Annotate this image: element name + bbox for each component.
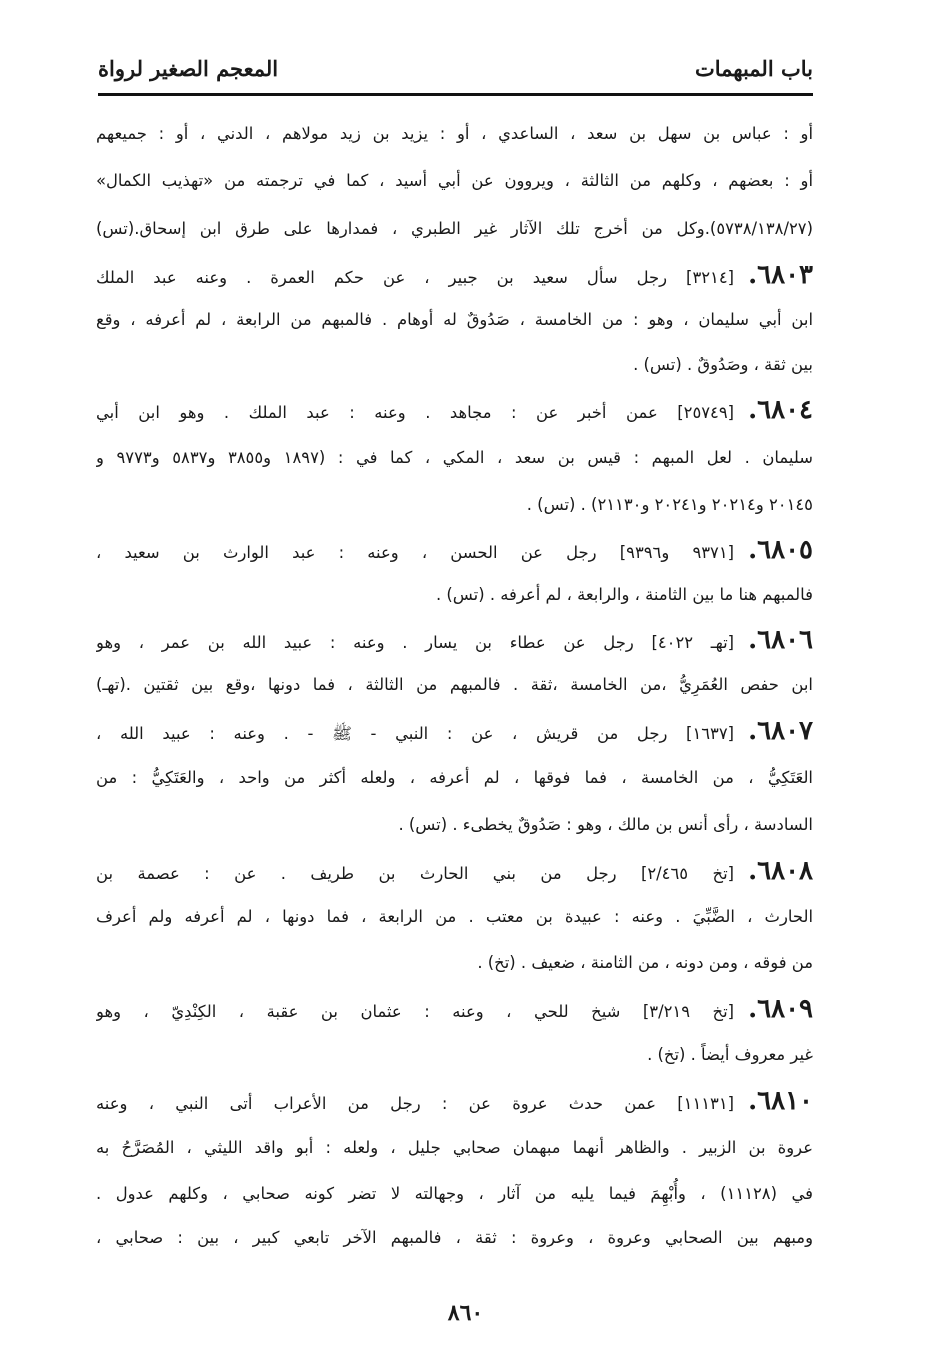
entry-first-line xyxy=(96,618,813,662)
text-line: سليمان . لعل المبهم : قيس بن سعد ، المكي ، كما في : (١٨٩٧ و٣٨٥٥ و٥٨٣٧ و٩٧٧٣ و xyxy=(96,448,813,467)
text-line: أو : بعضهم ، وكلهم من الثالثة ، ويروون عن أبي أسيد ، كما في ترجمته من «تهذيب الكمال» xyxy=(96,171,813,190)
entry-text: [٣٢١٤] رجل سأل سعيد بن جبير ، عن حكم العمرة . وعنه عبد الملك xyxy=(96,268,735,287)
entry-text: [تهـ ٤٠٢٢] رجل عن عطاء بن يسار . وعنه : عبيد الله بن عمر ، وهو xyxy=(96,633,735,652)
intro-paragraph xyxy=(96,112,813,253)
entry-text: [١١١٣١] عمن حدث عروة عن : رجل من الأعراب أتى النبي ، وعنه xyxy=(96,1094,735,1113)
entry-first-line xyxy=(96,1078,813,1124)
text-line: (٥٧٣٨/١٣٨/٢٧).وكل من أخرج تلك الآثار غير الطبري ، فمدارها على طرق ابن إسحاق.(تس) xyxy=(96,219,813,238)
page-body xyxy=(96,112,813,1258)
entry-number: ٦٨٠٥. xyxy=(748,535,813,565)
entry-text: [٩٣٧١ و٩٣٩٦] رجل عن الحسن ، وعنه : عبد الوارث بن سعيد ، xyxy=(96,543,735,562)
text-line: العَتَكِيُّ ، من الخامسة ، فما فوقها ، لم أعرفه ، ولعله أكثر من واحد ، والعَتَكِيُّ : من xyxy=(96,768,813,787)
entry-6810 xyxy=(96,1078,813,1258)
header-divider xyxy=(98,93,813,96)
text-line: ابن حفص العُمَرِيُّ ،من الخامسة ،ثقة . فالمبهم من الثالثة ، فما دونها ،وقع بين ثقتين .(تهـ) xyxy=(96,675,813,694)
entry-first-line xyxy=(96,708,813,754)
text-line: بين ثقة ، وصَدُوقٌ . (تس) . xyxy=(633,355,813,374)
text-line: عروة بن الزبير . والظاهر أنهما مبهمان صحابي جليل ، ولعله : أبو واقد الليثي ، المُصَرَّحُ به xyxy=(96,1138,813,1157)
entry-number: ٦٨٠٧. xyxy=(748,716,813,746)
entry-text: [١٦٣٧] رجل من قريش ، عن : النبي - ﷺ - . وعنه : عبيد الله ، xyxy=(96,724,735,743)
entry-text: [٢٥٧٤٩] عمن أخبر عن : مجاهد . وعنه : عبد الملك . وهو ابن أبي xyxy=(96,403,735,422)
book-title: المعجم الصغير لرواة xyxy=(98,56,279,81)
entry-6809 xyxy=(96,986,813,1078)
entry-first-line xyxy=(96,387,813,434)
entry-text: [تخ ٢/٤٦٥] رجل من بني الحارث بن طريف . عن : عصمة بن xyxy=(96,864,735,883)
text-line: غير معروف أيضاً . (تخ) . xyxy=(647,1045,813,1064)
entry-6805 xyxy=(96,528,813,618)
page-number: ٨٦٠ xyxy=(447,1300,484,1326)
text-line: ومبهم بين الصحابي وعروة ، وعروة : ثقة ، فالمبهم الآخر تابعي كبير ، بين : صحابي ، xyxy=(96,1228,813,1247)
text-line: ابن أبي سليمان ، وهو : من الخامسة ، صَدُوقٌ له أوهام . فالمبهم من الرابعة ، لم أعرفه ، وقع xyxy=(96,310,813,329)
entry-number: ٦٨٠٨. xyxy=(748,856,813,886)
entry-number: ٦٨٠٣. xyxy=(748,260,813,290)
text-line: أو : عباس بن سهل بن سعد ، الساعدي ، أو : يزيد بن زيد مولاهم ، الدني ، أو : جميعهم xyxy=(96,124,813,143)
entry-number: ٦٨١٠. xyxy=(748,1086,813,1116)
entry-text: [تخ ٣/٢١٩] شيخ للحي ، وعنه : عثمان بن عقبة ، الكِنْدِيّ ، وهو xyxy=(96,1002,735,1021)
entry-6803 xyxy=(96,253,813,387)
entry-number: ٦٨٠٩. xyxy=(748,994,813,1024)
entry-first-line xyxy=(96,253,813,297)
entry-first-line xyxy=(96,986,813,1032)
entry-6804 xyxy=(96,387,813,528)
chapter-title: باب المبهمات xyxy=(694,56,813,81)
entry-number: ٦٨٠٤. xyxy=(748,395,813,425)
entry-6807 xyxy=(96,708,813,848)
entry-first-line xyxy=(96,848,813,894)
text-line: في (١١١٢٨) ، وأُبْهِمَ فيما يليه من آثار ، وجهالته لا تضر كونه صحابي ، وكلهم عدول . xyxy=(96,1184,813,1203)
entry-6808 xyxy=(96,848,813,986)
entry-6806 xyxy=(96,618,813,708)
text-line: ٢٠١٤٥ و٢٠٢١٤ و٢٠٢٤١ و٢١١٣٠) . (تس) . xyxy=(526,495,813,514)
text-line: من فوقه ، ومن دونه ، من الثامنة ، ضعيف . (تخ) . xyxy=(477,953,813,972)
running-header xyxy=(98,48,813,92)
entry-number: ٦٨٠٦. xyxy=(748,625,813,655)
text-line: فالمبهم هنا ما بين الثامنة ، والرابعة ، لم أعرفه . (تس) . xyxy=(435,585,813,604)
text-line: السادسة ، رأى أنس بن مالك ، وهو : صَدُوقٌ يخطىء . (تس) . xyxy=(398,815,813,834)
text-line: الحارث ، الضَّبِّيَ . وعنه : عبيدة بن معتب . من الرابعة ، فما دونها ، لم أعرفه ولم أعرف xyxy=(96,907,813,926)
entry-first-line xyxy=(96,528,813,572)
